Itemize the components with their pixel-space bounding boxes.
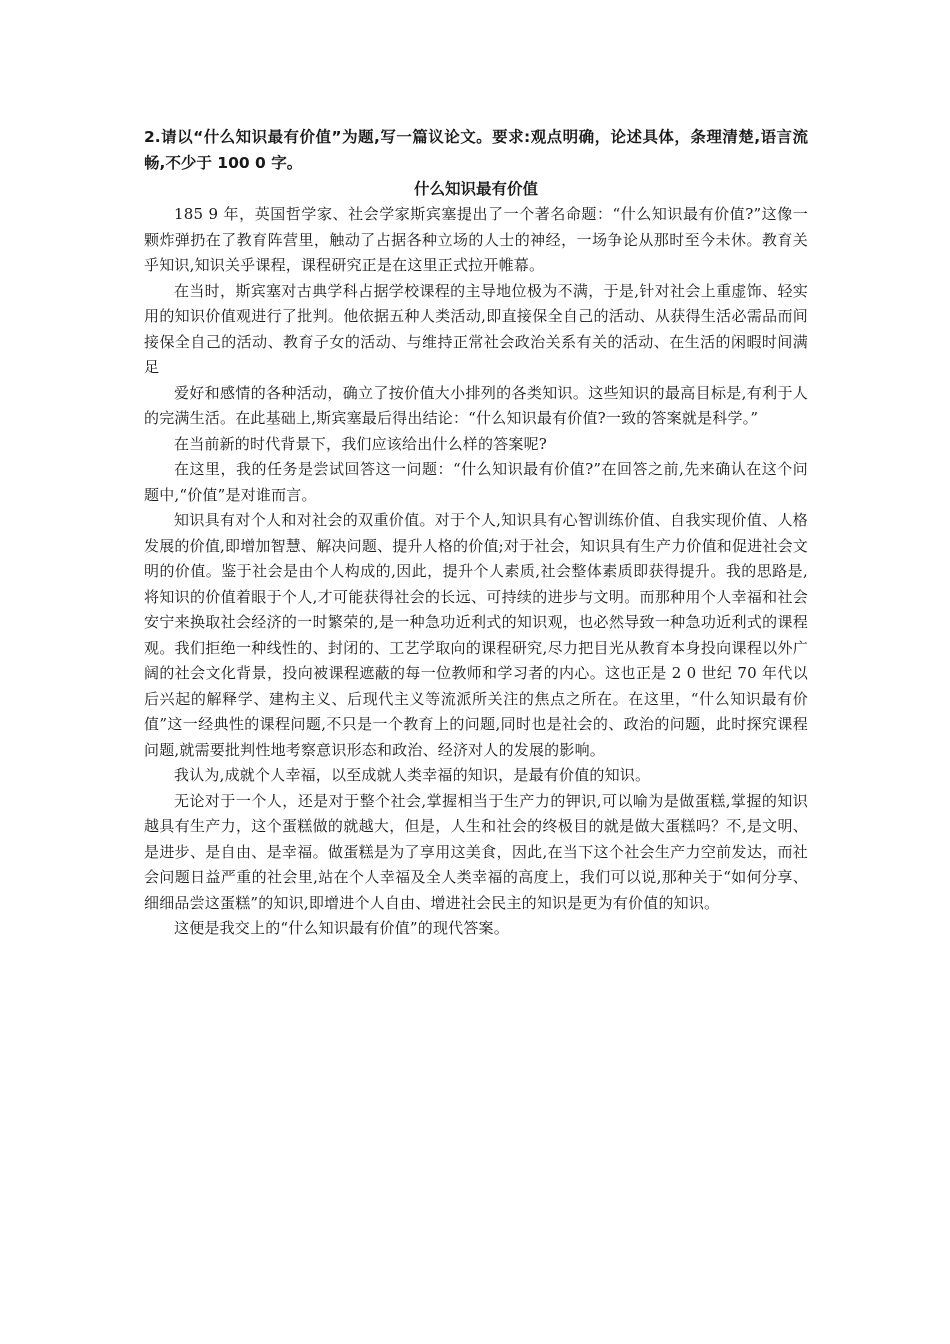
paragraph-2: 在当时，斯宾塞对古典学科占据学校课程的主导地位极为不满，于是,针对社会上重虚饰、轻实用的知识价值观进行了批判。他依据五种人类活动,即直接保全自己的活动、从获得生活必需品而间接保全自己的活动、教育子女的活动、与维持正常社会政治关系有关的活动、在生活的闲暇时间满足 bbox=[144, 281, 808, 376]
essay-prompt: 2.请以“什么知识最有价值”为题,写一篇议论文。要求:观点明确，论述具体，条理清楚,语言流畅,不少于 100 0 字。 bbox=[144, 128, 808, 172]
paragraph-1: 185 9 年，英国哲学家、社会学家斯宾塞提出了一个著名命题：“什么知识最有价值?”这像一颗炸弹扔在了教育阵营里，触动了占据各种立场的人士的神经，一场争论从那时至今未休。教育关乎知识,知识关乎课程，课程研究正是在这里正式拉开帷幕。 bbox=[144, 205, 808, 274]
paragraph-5: 在这里，我的任务是尝试回答这一问题：“什么知识最有价值?”在回答之前,先来确认在这个问题中,“价值”是对谁而言。 bbox=[144, 460, 808, 504]
paragraph-3: 爱好和感情的各种活动，确立了按价值大小排列的各类知识。这些知识的最高目标是,有利于人的完满生活。在此基础上,斯宾塞最后得出结论：“什么知识最有价值?一致的答案就是科学。” bbox=[144, 383, 808, 427]
document-content bbox=[144, 124, 808, 942]
paragraph-7: 我认为,成就个人幸福，以至成就人类幸福的知识，是最有价值的知识。 bbox=[174, 766, 651, 784]
essay-title: 什么知识最有价值 bbox=[413, 180, 538, 198]
paragraph-6: 知识具有对个人和对社会的双重价值。对于个人,知识具有心智训练价值、自我实现价值、人格发展的价值,即增加智慧、解决问题、提升人格的价值;对于社会，知识具有生产力价值和促进社会文明的价值。鉴于社会是由个人构成的,因此，提升个人素质,社会整体素质即获得提升。我的思路是,将知识的价值着眼于个人,才可能获得社会的长远、可持续的进步与文明。而那种用个人幸福和社会安宁来换取社会经济的一时繁荣的,是一种急功近利式的知识观，也必然导致一种急功近利式的课程观。我们拒绝一种线性的、封闭的、工艺学取向的课程研究,尽力把目光从教育本身投向课程以外广阔的社会文化背景，投向被课程遮蔽的每一位教师和学习者的内心。这也正是 2 0 世纪 70 年代以后兴起的解释学、建构主义、后现代主义等流派所关注的焦点之所在。在这里，“什么知识最有价值”这一经典性的课程问题,不只是一个教育上的问题,同时也是社会的、政治的问题，此时探究课程问题,就需要批判性地考察意识形态和政治、经济对人的发展的影响。 bbox=[144, 511, 808, 759]
paragraph-4: 在当前新的时代背景下，我们应该给出什么样的答案呢? bbox=[174, 434, 548, 453]
paragraph-9: 这便是我交上的“什么知识最有价值”的现代答案。 bbox=[174, 919, 509, 937]
paragraph-8: 无论对于一个人，还是对于整个社会,掌握相当于生产力的钾识,可以喻为是做蛋糕,掌握的知识越具有生产力，这个蛋糕做的就越大，但是，人生和社会的终极目的就是做大蛋糕吗？不,是文明、是进步、是自由、是幸福。做蛋糕是为了享用这美食，因此,在当下这个社会生产力空前发达，而社会问题日益严重的社会里,站在个人幸福及全人类幸福的高度上，我们可以说,那种关于“如何分享、细细品尝这蛋糕”的知识,即增进个人自由、增进社会民主的知识是更为有价值的知识。 bbox=[144, 791, 808, 912]
